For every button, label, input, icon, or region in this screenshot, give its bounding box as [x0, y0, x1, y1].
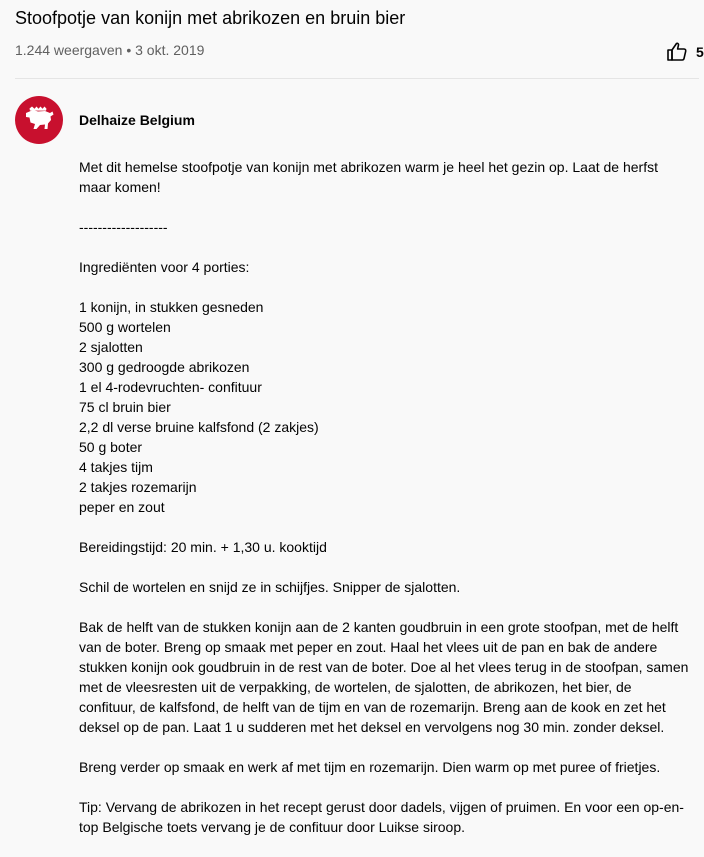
view-count: 1.244 weergaven	[15, 42, 123, 58]
step-3: Breng verder op smaak en werk af met tijm en rozemarijn. Dien warm op met puree of frietjes.	[79, 759, 661, 775]
channel-name[interactable]: Delhaize Belgium	[79, 112, 195, 128]
upload-date: 3 okt. 2019	[135, 42, 205, 58]
thumbs-up-icon[interactable]	[665, 40, 689, 64]
like-button[interactable]	[665, 40, 704, 64]
description-separator: -------------------	[79, 219, 168, 235]
meta-separator: •	[126, 42, 132, 58]
step-1: Schil de wortelen en snijd ze in schijfjes. Snipper de sjalotten.	[79, 579, 461, 595]
channel-avatar[interactable]	[15, 96, 63, 144]
description-intro: Met dit hemelse stoofpotje van konijn met abrikozen warm je heel het gezin op. Laat de herfst maar komen!	[79, 159, 658, 195]
video-description	[79, 157, 691, 857]
ingredients-list: 1 konijn, in stukken gesneden 500 g wortelen 2 sjalotten 300 g gedroogde abrikozen 1 el 4-rodevruchten- confituur 75 cl bruin bier 2,2 dl verse bruine kalfsfond (2 zakjes) 50 g boter 4 takjes tijm 2 takjes rozemarijn peper en zout	[79, 299, 319, 515]
ingredients-heading: Ingrediënten voor 4 porties:	[79, 259, 250, 275]
video-title: Stoofpotje van konijn met abrikozen en bruin bier	[15, 8, 406, 28]
video-meta	[15, 40, 204, 60]
divider	[15, 78, 699, 79]
tip: Tip: Vervang de abrikozen in het recept gerust door dadels, vijgen of pruimen. En voor een op-en-top Belgische toets vervang je de confituur door Luikse siroop.	[79, 799, 684, 835]
delhaize-lion-logo	[15, 96, 63, 144]
step-2: Bak de helft van de stukken konijn aan de 2 kanten goudbruin in een grote stoofpan, met de helft van de boter. Breng op smaak met peper en zout. Haal het vlees uit de pan en bak de andere stukken konijn ook goudbruin in de rest van de boter. Doe al het vlees terug in de stoofpan, samen met de vleesresten uit de verpakking, de wortelen, de sjalotten, de abrikozen, het bier, de confituur, de kalfsfond, de helft van de tijm en van de rozemarijn. Breng aan de kook en zet het deksel op de pan. Laat 1 u sudderen met het deksel en vervolgens nog 30 min. zonder deksel.	[79, 619, 689, 735]
like-count: 5	[696, 44, 704, 60]
preparation-time: Bereidingstijd: 20 min. + 1,30 u. kooktijd	[79, 539, 327, 555]
